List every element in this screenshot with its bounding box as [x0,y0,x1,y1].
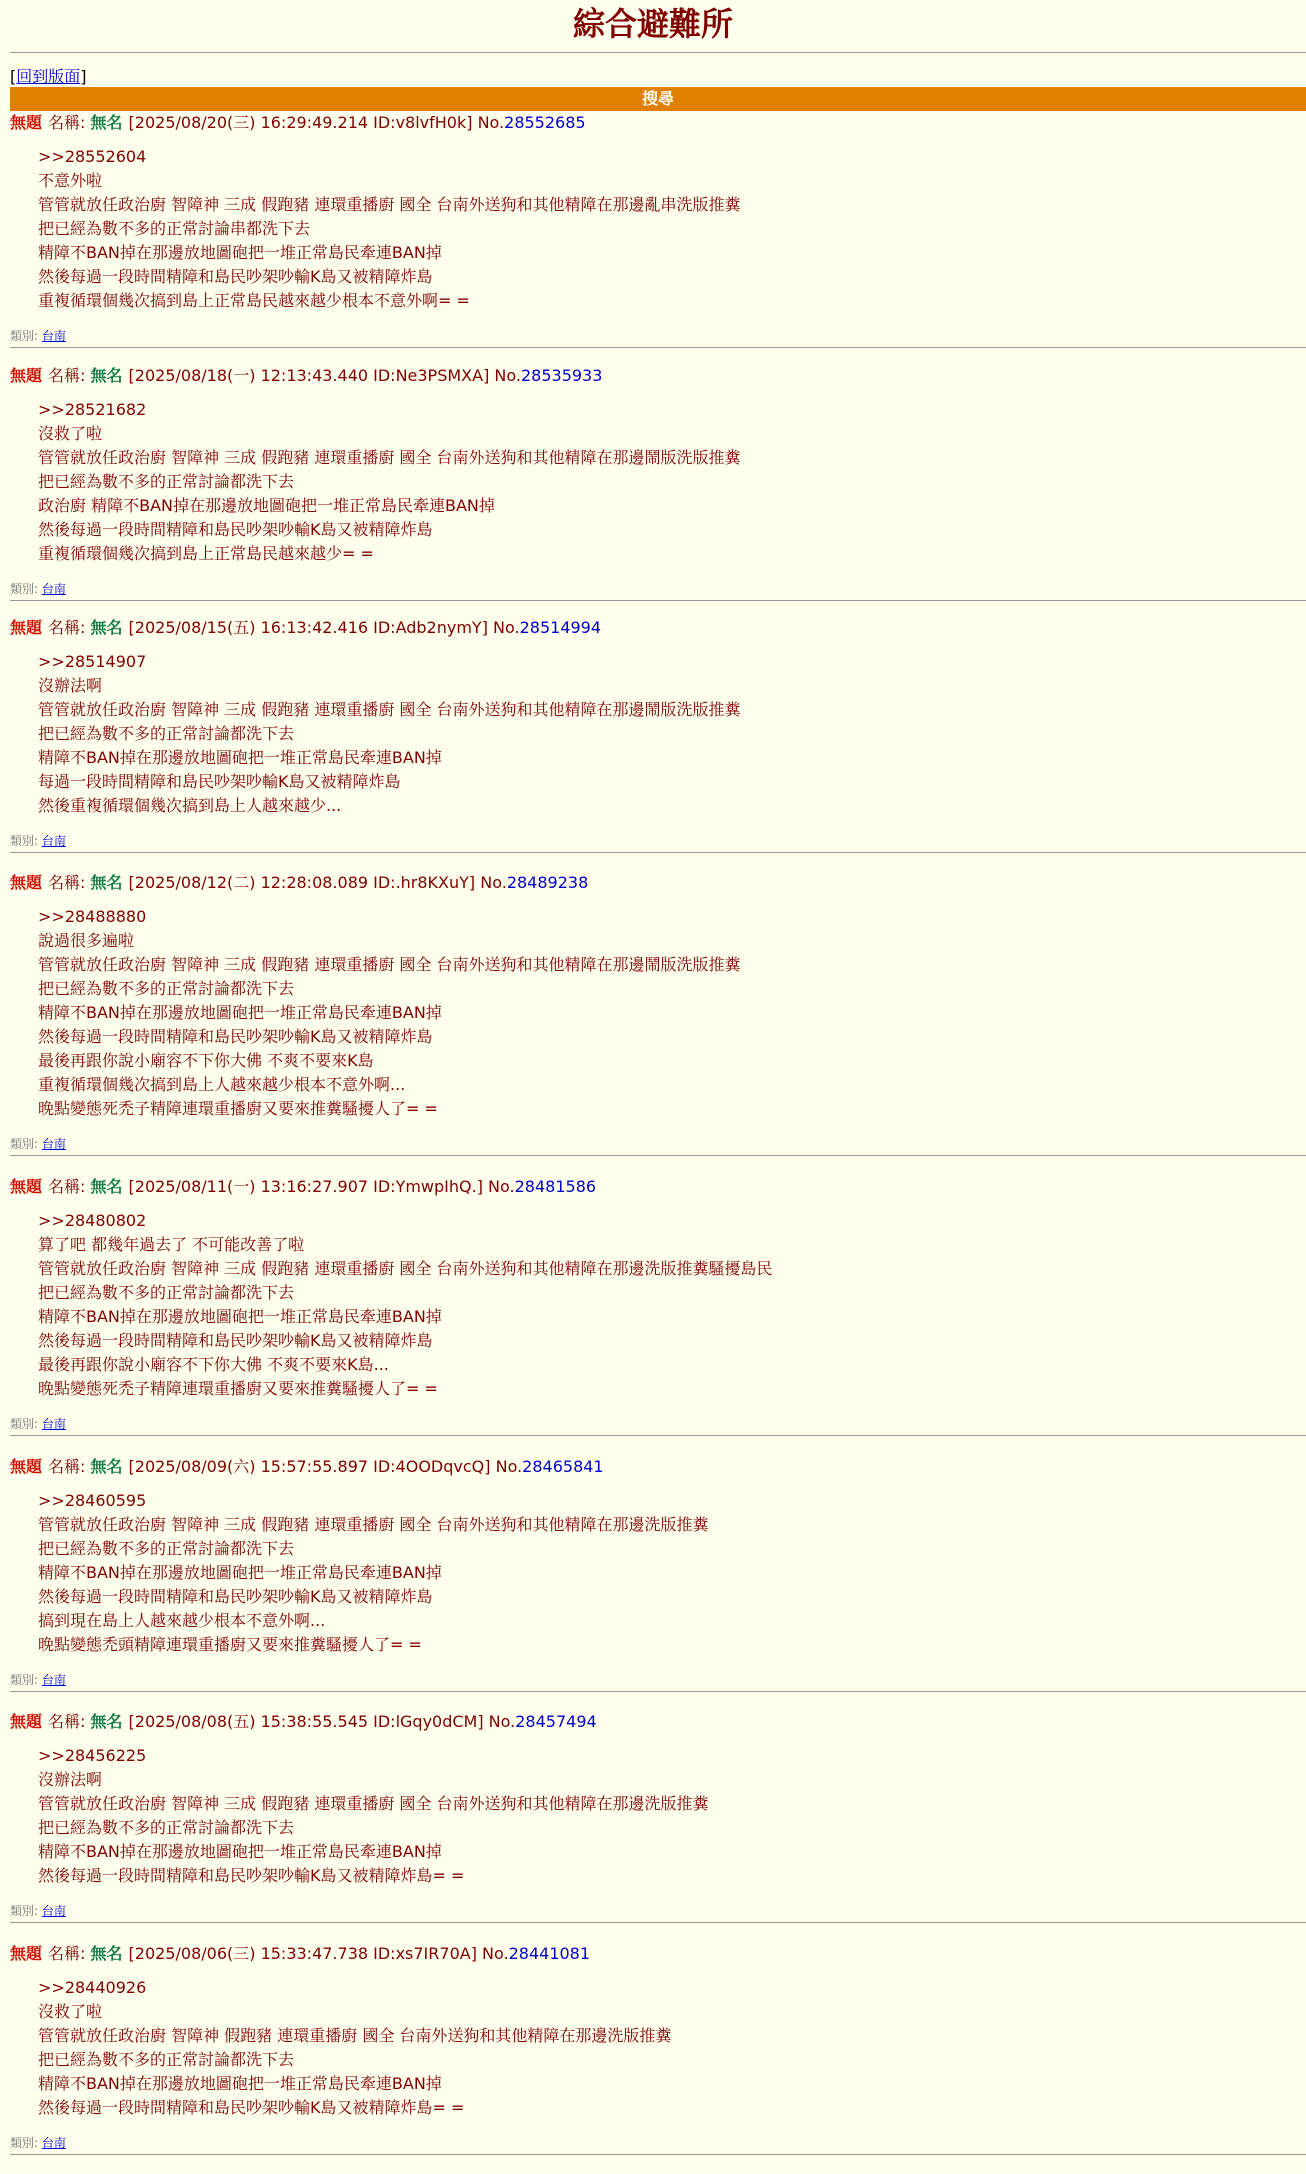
post-body [38,650,741,818]
category-link[interactable]: 台南 [41,329,66,343]
quote-link[interactable]: >>28460595 [38,1491,147,1510]
post-subject: 無題 [10,1177,43,1196]
post-meta: [2025/08/09(六) 15:57:55.897 ID:4OODqvcQ] No. [128,1457,523,1476]
post-body-line: 重複循環個幾次搞到島上正常島民越來越少根本不意外啊= = [38,291,470,310]
post-body-line: 管管就放任政治廚 智障神 三成 假跑豬 連環重播廚 國全 台南外送狗和其他精障在那邊鬧版洗版推糞 [38,700,741,719]
post-category [10,1415,66,1432]
post-subject: 無題 [10,1944,43,1963]
quote-link[interactable]: >>28488880 [38,907,147,926]
post-category [10,1902,66,1919]
post-body-line: 把已經為數不多的正常討論都洗下去 [38,1539,295,1558]
category-link[interactable]: 台南 [41,582,66,596]
quote-link[interactable]: >>28552604 [38,147,147,166]
post-name: 無名 [90,1457,123,1476]
post-body-line: 晚點變態死禿子精障連環重播廚又要來推糞騷擾人了= = [38,1099,438,1118]
post-header [10,366,602,386]
post-category [10,580,66,597]
post-body-line: 管管就放任政治廚 智障神 三成 假跑豬 連環重播廚 國全 台南外送狗和其他精障在那邊鬧版洗版推糞 [38,955,741,974]
quote-link[interactable]: >>28480802 [38,1211,147,1230]
post-meta: [2025/08/18(一) 12:13:43.440 ID:Ne3PSMXA] No. [128,366,521,385]
post-body-line: 把已經為數不多的正常討論都洗下去 [38,1283,295,1302]
post-header [10,1944,590,1964]
post-name: 無名 [90,1944,123,1963]
post-body-line: 說過很多遍啦 [38,931,135,950]
post-name-label: 名稱: [48,113,86,132]
post-body-line: 把已經為數不多的正常討論都洗下去 [38,979,295,998]
post-name-label: 名稱: [48,1457,86,1476]
post-header [10,1457,604,1477]
post-subject: 無題 [10,618,43,637]
post-number-link[interactable]: 28514994 [519,618,602,637]
post-category [10,1671,66,1688]
post-body-line: 把已經為數不多的正常討論都洗下去 [38,1818,295,1837]
post-category [10,832,66,849]
quote-link[interactable]: >>28456225 [38,1746,147,1765]
post-meta: [2025/08/11(一) 13:16:27.907 ID:YmwpIhQ.] No. [128,1177,515,1196]
post-category [10,1135,66,1152]
post-body-line: 精障不BAN掉在那邊放地圖砲把一堆正常島民牽連BAN掉 [38,1842,442,1861]
post-meta: [2025/08/06(三) 15:33:47.738 ID:xs7IR70A] No. [128,1944,509,1963]
post-body-line: 沒辦法啊 [38,1770,103,1789]
post-body-line: 管管就放任政治廚 智障神 三成 假跑豬 連環重播廚 國全 台南外送狗和其他精障在那邊鬧版洗版推糞 [38,448,741,467]
post-body-line: 沒救了啦 [38,2002,103,2021]
post-body [38,905,741,1121]
quote-link[interactable]: >>28521682 [38,400,147,419]
post-body-line: 搞到現在島上人越來越少根本不意外啊... [38,1611,326,1630]
post-separator [10,347,1306,348]
back-bracket-open: [ [10,67,17,86]
post-name-label: 名稱: [48,1712,86,1731]
post-name: 無名 [90,1712,123,1731]
post-subject: 無題 [10,1457,43,1476]
category-link[interactable]: 台南 [41,1417,66,1431]
post-separator [10,852,1306,853]
post-meta: [2025/08/12(二) 12:28:08.089 ID:.hr8KXuY] No. [128,873,507,892]
back-link-container [10,64,87,87]
post-number-link[interactable]: 28457494 [515,1712,597,1731]
post-body-line: 精障不BAN掉在那邊放地圖砲把一堆正常島民牽連BAN掉 [38,1003,442,1022]
post-category [10,327,66,344]
post-body-line: 然後每過一段時間精障和島民吵架吵輸K島又被精障炸島 [38,1587,433,1606]
post-name: 無名 [90,1177,123,1196]
post-body [38,1976,671,2120]
page-title: 綜合避難所 [572,5,733,43]
quote-link[interactable]: >>28440926 [38,1978,147,1997]
post-body-line: 晚點變態禿頭精障連環重播廚又要來推糞騷擾人了= = [38,1635,422,1654]
post-body-line: 管管就放任政治廚 智障神 假跑豬 連環重播廚 國全 台南外送狗和其他精障在那邊洗版推糞 [38,2026,672,2045]
post-separator [10,1155,1306,1156]
post-number-link[interactable]: 28481586 [514,1177,597,1196]
post-body-line: 把已經為數不多的正常討論串都洗下去 [38,219,311,238]
category-label: 類別: [10,2136,39,2150]
post-body-line: 把已經為數不多的正常討論都洗下去 [38,724,295,743]
post-body-line: 沒辦法啊 [38,676,103,695]
post-body-line: 把已經為數不多的正常討論都洗下去 [38,2050,295,2069]
post-body-line: 精障不BAN掉在那邊放地圖砲把一堆正常島民牽連BAN掉 [38,1563,442,1582]
post-subject: 無題 [10,873,43,892]
post-meta: [2025/08/20(三) 16:29:49.214 ID:v8lvfH0k] No. [128,113,505,132]
category-link[interactable]: 台南 [41,2136,66,2150]
category-label: 類別: [10,329,39,343]
post-body-line: 精障不BAN掉在那邊放地圖砲把一堆正常島民牽連BAN掉 [38,2074,442,2093]
post-body-line: 重複循環個幾次搞到島上人越來越少根本不意外啊... [38,1075,406,1094]
category-link[interactable]: 台南 [41,1137,66,1151]
post-body-line: 管管就放任政治廚 智障神 三成 假跑豬 連環重播廚 國全 台南外送狗和其他精障在那邊洗版推糞 [38,1794,709,1813]
post-body-line: 精障不BAN掉在那邊放地圖砲把一堆正常島民牽連BAN掉 [38,1307,442,1326]
quote-link[interactable]: >>28514907 [38,652,147,671]
category-link[interactable]: 台南 [41,834,66,848]
post-body-line: 然後每過一段時間精障和島民吵架吵輸K島又被精障炸島 [38,520,433,539]
post-body-line: 精障不BAN掉在那邊放地圖砲把一堆正常島民牽連BAN掉 [38,748,442,767]
post-body-line: 然後每過一段時間精障和島民吵架吵輸K島又被精障炸島 [38,1027,433,1046]
post-body-line: 重複循環個幾次搞到島上正常島民越來越少= = [38,544,374,563]
post-name-label: 名稱: [48,873,86,892]
post-body-line: 然後每過一段時間精障和島民吵架吵輸K島又被精障炸島= = [38,1866,465,1885]
post-header [10,873,588,893]
post-number-link[interactable]: 28535933 [520,366,603,385]
post-body-line: 政治廚 精障不BAN掉在那邊放地圖砲把一堆正常島民牽連BAN掉 [38,496,495,515]
post-subject: 無題 [10,1712,43,1731]
post-separator [10,1435,1306,1436]
post-body-line: 管管就放任政治廚 智障神 三成 假跑豬 連環重播廚 國全 台南外送狗和其他精障在那邊亂串洗版推糞 [38,195,741,214]
post-body-line: 沒救了啦 [38,424,103,443]
category-label: 類別: [10,1673,39,1687]
post-name-label: 名稱: [48,366,86,385]
post-body-line: 每過一段時間精障和島民吵架吵輸K島又被精障炸島 [38,772,401,791]
category-label: 類別: [10,1904,39,1918]
post-separator [10,1922,1306,1923]
category-link[interactable]: 台南 [41,1904,66,1918]
post-body [38,1209,773,1401]
post-body-line: 精障不BAN掉在那邊放地圖砲把一堆正常島民牽連BAN掉 [38,243,442,262]
post-category [10,2134,66,2151]
post-body [38,398,741,566]
search-bar[interactable]: 搜尋 [10,87,1306,111]
post-separator [10,2154,1306,2155]
back-bracket-close: ] [80,67,87,86]
post-number-link[interactable]: 28465841 [522,1457,604,1476]
post-header [10,1712,597,1732]
category-label: 類別: [10,834,39,848]
post-body-line: 把已經為數不多的正常討論都洗下去 [38,472,295,491]
post-meta: [2025/08/08(五) 15:38:55.545 ID:lGqy0dCM] No. [128,1712,516,1731]
post-separator [10,600,1306,601]
post-subject: 無題 [10,113,43,132]
post-body-line: 管管就放任政治廚 智障神 三成 假跑豬 連環重播廚 國全 台南外送狗和其他精障在那邊洗版推糞騷擾島民 [38,1259,773,1278]
post-body-line: 然後每過一段時間精障和島民吵架吵輸K島又被精障炸島 [38,1331,433,1350]
post-body-line: 不意外啦 [38,171,103,190]
post-subject: 無題 [10,366,43,385]
post-body-line: 算了吧 都幾年過去了 不可能改善了啦 [38,1235,305,1254]
post-number-link[interactable]: 28552685 [504,113,586,132]
post-name: 無名 [90,366,123,385]
post-header [10,1177,596,1197]
post-separator [10,1691,1306,1692]
back-to-board-link[interactable]: 回到版面 [16,67,81,86]
post-body [38,145,741,313]
post-name: 無名 [90,873,123,892]
post-header [10,618,601,638]
post-body [38,1489,709,1657]
post-body-line: 最後再跟你說小廟容不下你大佛 不爽不要來K島... [38,1355,389,1374]
category-link[interactable]: 台南 [41,1673,66,1687]
title-divider [10,52,1306,53]
post-body-line: 然後每過一段時間精障和島民吵架吵輸K島又被精障炸島 [38,267,433,286]
post-name: 無名 [90,618,123,637]
post-name-label: 名稱: [48,618,86,637]
post-name-label: 名稱: [48,1177,86,1196]
post-number-link[interactable]: 28489238 [506,873,589,892]
category-label: 類別: [10,1137,39,1151]
post-name: 無名 [90,113,123,132]
category-label: 類別: [10,582,39,596]
post-body-line: 晚點變態死禿子精障連環重播廚又要來推糞騷擾人了= = [38,1379,438,1398]
post-meta: [2025/08/15(五) 16:13:42.416 ID:Adb2nymY] No. [128,618,520,637]
post-body-line: 管管就放任政治廚 智障神 三成 假跑豬 連環重播廚 國全 台南外送狗和其他精障在那邊洗版推糞 [38,1515,709,1534]
post-body-line: 最後再跟你說小廟容不下你大佛 不爽不要來K島 [38,1051,374,1070]
post-body [38,1744,709,1888]
post-number-link[interactable]: 28441081 [508,1944,591,1963]
post-header [10,113,586,133]
post-body-line: 然後每過一段時間精障和島民吵架吵輸K島又被精障炸島= = [38,2098,465,2117]
category-label: 類別: [10,1417,39,1431]
post-body-line: 然後重複循環個幾次搞到島上人越來越少... [38,796,342,815]
post-name-label: 名稱: [48,1944,86,1963]
